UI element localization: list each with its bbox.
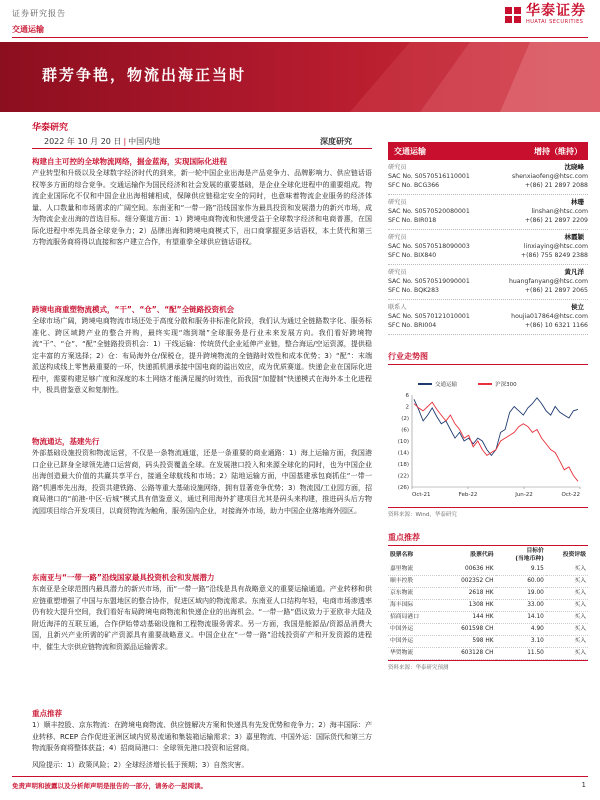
report-region: 中国内地	[128, 137, 161, 146]
analyst-role: 研究员	[388, 199, 407, 206]
table-row	[388, 564, 588, 576]
investment-rating: 买入	[574, 578, 586, 584]
banner-decoration	[350, 42, 600, 112]
section-3	[32, 436, 372, 517]
y-tick-label: (2)	[401, 416, 409, 422]
section-5	[32, 708, 372, 755]
stock-code: 1308 HK	[468, 602, 494, 608]
stock-name: 中国外运	[390, 626, 414, 632]
stock-code: 2618 HK	[468, 590, 494, 596]
analyst-role: 研究员	[388, 234, 407, 241]
table-row	[388, 636, 588, 648]
table-row	[388, 588, 588, 600]
analyst-sfc: SFC No. BCG366	[388, 182, 440, 189]
target-price: 33.00	[527, 602, 544, 608]
analyst-email[interactable]: linxiaying@htsc.com	[523, 243, 588, 250]
sector-tag: 交通运输	[12, 25, 44, 34]
report-date: 2022 年 10 月 20 日	[44, 137, 122, 146]
stock-code: 603128 CH	[461, 650, 494, 656]
investment-rating: 买入	[574, 566, 586, 572]
legend-item	[478, 380, 517, 388]
stock-name: 华贸物流	[390, 650, 414, 656]
header-divider	[12, 37, 588, 38]
analyst-card	[388, 265, 588, 300]
target-price: 9.15	[530, 566, 544, 572]
y-tick-label: (18)	[397, 462, 409, 468]
target-price: 11.50	[527, 650, 544, 656]
table-row	[388, 624, 588, 636]
legend-swatch	[478, 383, 492, 385]
x-tick-label: Oct-21	[412, 492, 431, 498]
investment-rating: 买入	[574, 638, 586, 644]
report-category: 证券研究报告	[12, 9, 66, 18]
investment-rating: 买入	[574, 650, 586, 656]
target-price: 19.00	[527, 590, 544, 596]
analyst-phone: +(86) 21 2897 2065	[524, 287, 588, 294]
stock-name: 顺丰控股	[390, 578, 414, 584]
y-tick-label: (10)	[397, 439, 409, 445]
stock-code: 144 HK	[472, 614, 494, 620]
legend-label: 交通运输	[435, 382, 458, 388]
main-column	[12, 120, 372, 769]
dateline: 2022 年 10 月 20 日 | 中国内地	[44, 137, 161, 146]
analyst-phone: +(86) 21 2897 2209	[524, 217, 588, 224]
y-tick-label: (14)	[397, 450, 409, 457]
analyst-sfc: SFC No. BIR018	[388, 217, 437, 224]
target-price: 4.90	[530, 626, 544, 632]
section-heading: 跨境电商重塑物流模式，“干”、“仓”、“配”全链路投资机会	[32, 305, 235, 314]
table-row	[388, 600, 588, 612]
analyst-card	[388, 300, 588, 335]
picks-source: 资料来源：华泰研究预测	[388, 660, 588, 671]
picks-box	[388, 532, 588, 671]
analyst-sac: SAC No. S0570520080001	[388, 208, 470, 215]
target-price: 14.10	[527, 614, 544, 620]
analyst-email[interactable]: huangfanyang@htsc.com	[508, 278, 588, 285]
series-line-transport	[414, 398, 578, 456]
investment-rating: 买入	[574, 614, 586, 620]
y-tick-label: (22)	[397, 473, 409, 480]
y-tick-label: (26)	[397, 485, 409, 491]
y-tick-label: 2	[405, 404, 409, 411]
analyst-sac: SAC No. S0570121010001	[388, 313, 470, 320]
section-heading: 东南亚与“一带一路”沿线国家最具投资机会和发展潜力	[32, 573, 215, 582]
analyst-phone: +(86) 10 6321 1166	[524, 322, 588, 329]
side-column	[388, 142, 588, 671]
section-1	[32, 156, 372, 249]
analyst-email[interactable]: houjia017864@htsc.com	[511, 313, 588, 320]
analyst-email[interactable]: linshan@htsc.com	[531, 208, 588, 215]
huatai-logo	[504, 4, 586, 25]
analyst-phone: +(86) 755 8249 2388	[520, 252, 588, 259]
stock-name: 中国外运	[390, 638, 414, 644]
analyst-card	[388, 195, 588, 230]
analyst-card	[388, 160, 588, 195]
stock-name: 招商局港口	[390, 614, 419, 620]
section-body: 产业转型和升级以及全球数字经济时代的到来，新一轮中国企业出海是产品竞争力、品牌影响力、供应链话语权等多方面的综合竞争。交通运输作为国民经济和社会发展的重要基础，是企业全球化进程中的重要组成。物流企业国际化不仅和中国企业出海相辅相成，保障供应链稳定安全的同时，也意味着物流企业服务的经济体量、人口数量和市场需求的广阔空间。东南亚和“一带一路”沿线国家作为最具投资和发展潜力的新兴市场，成为物流企业出海的首选目标。细分赛道方面：1）跨境电商物流和快递受益于全球数字经济和电商普惠，在国际化进程中率先具备全球竞争力；2）品牌出海和跨境电商模式下，出口商掌握更多话语权，本土货代和第三方物流服务商将得以直接和客户建立合作，有望重拳全球供应链话语权。	[32, 169, 372, 246]
section-heading: 构建自主可控的全球物流网络，掘金蓝海，实现国际化进程	[32, 157, 227, 166]
stock-name: 嘉里物流	[390, 566, 414, 572]
legend-item	[418, 380, 457, 388]
table-row	[388, 576, 588, 588]
section-heading: 重点推荐	[32, 709, 62, 718]
analyst-card	[388, 230, 588, 265]
trend-title: 行业走势图	[388, 351, 588, 365]
investment-rating: 买入	[574, 602, 586, 608]
logo-name-cn: 华泰证券	[526, 3, 586, 19]
logo-name-en: HUATAI SECURITIES	[526, 19, 584, 25]
footer-disclaimer: 免责声明和披露以及分析师声明是报告的一部分，请务必一起阅读。	[12, 782, 207, 790]
section-heading: 物流通达，基建先行	[32, 437, 100, 446]
investment-rating: 买入	[574, 626, 586, 632]
picks-table	[388, 546, 588, 660]
rating-bar	[388, 142, 588, 160]
author: 华泰研究	[32, 123, 69, 133]
analyst-name: 黄凡洋	[564, 268, 584, 276]
picks-title: 重点推荐	[388, 532, 588, 546]
x-tick-label: Oct-22	[561, 492, 580, 498]
investment-rating: 买入	[574, 590, 586, 596]
section-body: 1）顺丰控股、京东物流：在跨境电商物流、供应链解决方案和快递具有先发优势和竞争力；2）海丰国际：产业转移、RCEP 合作促进亚洲区域内贸易流通和集装箱运输需求；3）嘉里物流、中国外运：国际货代和第三方物流服务商将整体获益；4）招商局港口：全球领先港口投资和运营商。	[32, 721, 372, 752]
table-row	[388, 648, 588, 660]
trend-chart	[388, 391, 588, 503]
section-risk	[32, 760, 372, 772]
analyst-role: 研究员	[388, 164, 407, 171]
analyst-role: 联系人	[388, 304, 407, 311]
series-line-csi300	[414, 402, 578, 481]
analyst-phone: +(86) 21 2897 2088	[524, 182, 588, 189]
analyst-sac: SAC No. S0570519090001	[388, 278, 470, 285]
footer-divider	[12, 776, 588, 777]
target-price: 3.10	[530, 638, 544, 644]
analyst-sac: SAC No. S0570518090003	[388, 243, 470, 250]
analyst-sfc: SFC No. BIX840	[388, 252, 437, 259]
stock-code: 002352 CH	[461, 578, 494, 584]
analyst-name: 沈晓峰	[564, 163, 584, 171]
section-body: 东南亚是全球范围内最具潜力的新兴市场，而“一带一路”沿线是具有战略意义的重要运输通道。产业转移和供应链重塑增强了中国与东盟地区的整合协作，促进区域内的物流需求。东南亚人口结构年轻，电商市场渗透率仍有较大提升空间，我们看好布局跨境电商物流和快递企业的出海机会。“一带一路”倡议致力于亚欧非大陆及附近海洋的互联互通，合作伊始带动基础设施和工程物流服务需求。另一方面，我国是能源品/资源品消费大国，且新兴产业所需的矿产资源具有重要战略意义。中国企业在“一带一路”沿线投资矿产和开发资源的进程中，催生大宗供应链物流和资源品运输需求。	[32, 585, 372, 651]
dateline-divider	[32, 148, 372, 149]
stock-name: 海丰国际	[390, 602, 414, 608]
stock-code: 00636 HK	[465, 566, 494, 572]
x-tick-label: Feb-22	[458, 492, 478, 498]
section-4	[32, 572, 372, 653]
chart-legend	[418, 370, 588, 389]
y-tick-label: (6)	[401, 427, 409, 434]
analyst-sfc: SFC No. BQK283	[388, 287, 439, 294]
analyst-name: 侯立	[571, 303, 584, 311]
page-number: 1	[581, 781, 586, 789]
col-header: 投资评级	[562, 552, 586, 558]
y-tick-label: 6	[405, 393, 409, 399]
title-banner	[0, 42, 600, 112]
chart-source: 资料来源：Wind，华泰研究	[388, 507, 588, 518]
legend-swatch	[418, 383, 432, 385]
report-title: 群芳争艳，物流出海正当时	[42, 66, 247, 84]
analyst-sfc: SFC No. BRI004	[388, 322, 437, 329]
section-body: 全球市场广阔，跨境电商物流市场还处于高度分散和服务非标准化阶段，我们认为通过全链路数字化、服务标准化、跨区域跨产业的整合并购，最终实现“端到端”全球服务是行业未来发展方向。我们看好跨境物流“干”、“仓”、“配”全链路投资机会：1）干线运输：传统货代企业延伸产业链，整合海运/空运资源，提供稳定丰富的方案选择；2）仓：布局海外仓/保税仓，提升跨境物流的全链路时效性和成本优势；3）“配”：末端派送构成线上零售最重要的一环，快递抓机遇承接中国电商的溢出效应，成为优质赛道。快递企业在国际化进程中，需要构建足够广度和深度的本土网络才能满足履约时效性，而我国“加盟制”快递模式在海外本土化进程中，极具借鉴意义和复制性。	[32, 317, 372, 394]
analyst-sac: SAC No. S0570516110001	[388, 173, 470, 180]
risk-warning: 风险提示：1）政策风险；2）全球经济增长低于预期；3）自然灾害。	[32, 761, 249, 769]
analyst-name: 林珊	[571, 198, 584, 206]
col-header: 股票名称	[390, 552, 414, 558]
analyst-name: 林霞颖	[564, 233, 584, 241]
stock-code: 598 HK	[472, 638, 494, 644]
rating-value: 增持（维持）	[534, 146, 582, 156]
section-body: 外部基础设施投资和物流运营，不仅是一条物流通道，还是一条重要的商业通路：1）海上运输方面，我国港口企业已跻身全球领先港口运营商，码头投资覆盖全球。在发展港口投入和来源全球化的同时，也为中国企业出海创造最大价值的共赢共享平台，接通全球航线和市场；2）陆地运输方面，中国基建承包商抓住“一带一路”机遇率先出海，投资共建铁路、公路等重大基础设施网络，拥有显著竞争优势；3）物流园/工业园方面，招商局港口的“前港-中区-后城”模式具有借鉴意义，通过利用海外扩建项目尤其是码头来构建，推进码头后方物流园项目综合开发项目，以商贸物流为触角，服务国内企业，对接海外市场，助力中国企业落地海外园区。	[32, 449, 372, 515]
col-header: 股票代码	[470, 552, 494, 558]
x-tick-label: Jun-22	[515, 492, 533, 498]
legend-label: 沪深300	[495, 382, 517, 388]
table-row	[388, 612, 588, 624]
rating-sector: 交通运输	[394, 146, 426, 156]
analyst-list	[388, 160, 588, 335]
section-2	[32, 304, 372, 397]
trend-box	[388, 351, 588, 518]
analyst-role: 研究员	[388, 269, 407, 276]
stock-code: 601598 CH	[461, 626, 494, 632]
target-price: 60.00	[527, 578, 544, 584]
stock-name: 京东物流	[390, 590, 414, 596]
analyst-email[interactable]: shenxiaofeng@htsc.com	[511, 173, 588, 180]
logo-mark-icon	[504, 6, 522, 24]
col-header: 目标价 (当地币种)	[515, 548, 544, 562]
doc-type: 深度研究	[320, 137, 352, 146]
